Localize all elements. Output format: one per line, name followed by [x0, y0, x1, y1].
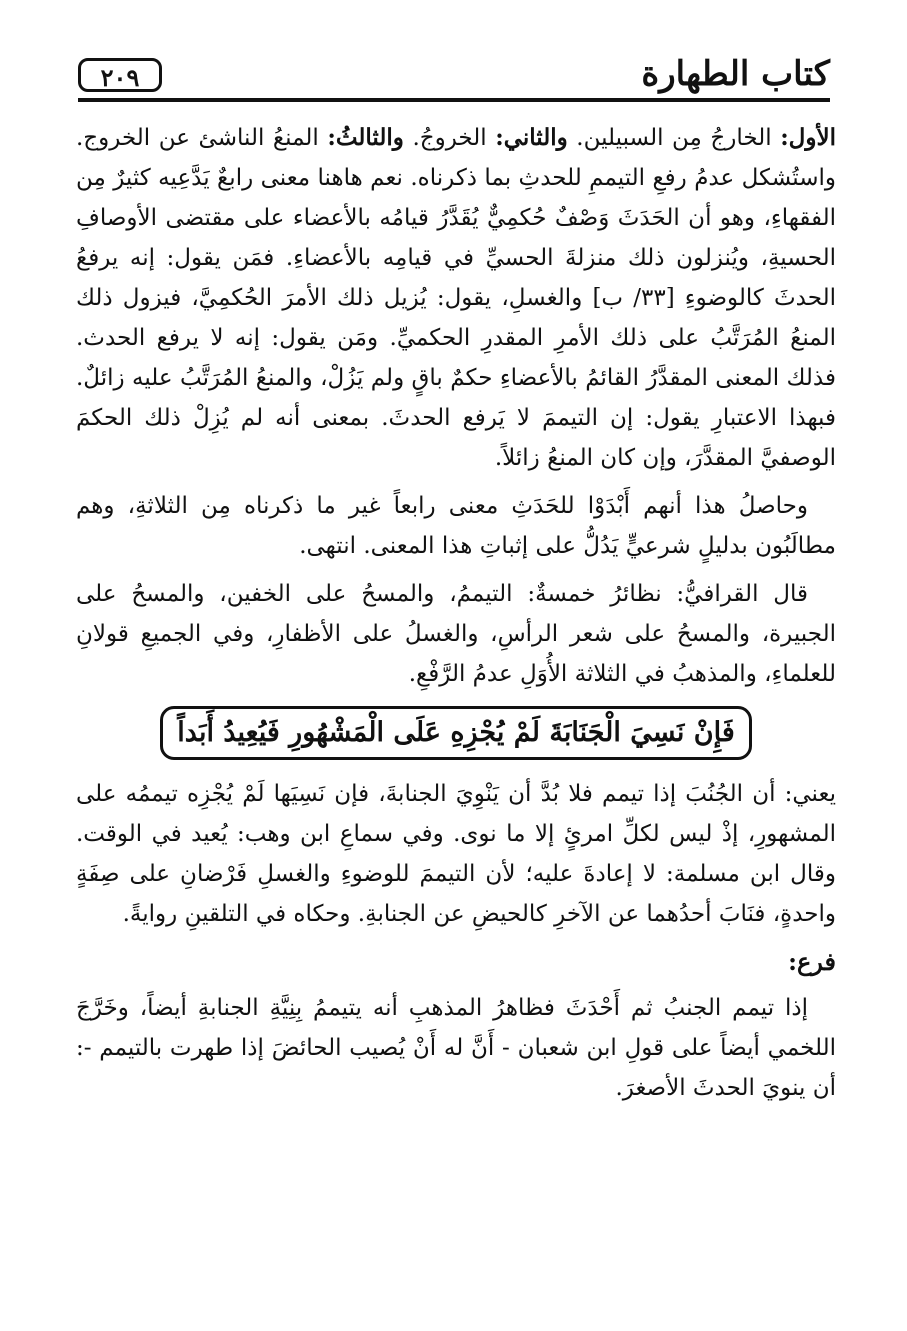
page-content	[76, 118, 836, 1116]
paragraph-branch: إذا تيمم الجنبُ ثم أَحْدَثَ فظاهرُ المذهبِ أنه يتيممُ بِنِيَّةِ الجنابةِ أيضاً، وخَرَّجَ اللخمي أيضاً على قولِ ابن شعبان - أَنَّ له أَنْ يُصيب الحائضَ إذا طهرت بالتيمم -: أن ينويَ الحدثَ الأصغرَ.	[76, 995, 836, 1101]
subheading-branch: فرع:	[788, 947, 836, 976]
page-header	[78, 50, 830, 108]
paragraph-commentary: يعني: أن الجُنُبَ إذا تيمم فلا بُدَّ أن يَنْوِيَ الجنابةَ، فإن نَسِيَها لَمْ يُجْزِه تيممُه على المشهورِ، إذْ ليس لكلِّ امرئٍ إلا ما نوى. وفي سماعِ ابن وهب: يُعيد في الوقت. وقال ابن مسلمة: لا إعادةَ عليه؛ لأن التيممَ للوضوءِ والغسلِ فَرْضانِ على صِفَةٍ واحدةٍ، فنَابَ أحدُهما عن الآخرِ كالحيضِ عن الجنابةِ. وحكاه في التلقينِ روايةً.	[76, 781, 836, 927]
text-third: المنعُ الناشئ عن الخروج. واستُشكل عدمُ رفعِ التيممِ للحدثِ بما ذكرناه. نعم هاهنا معنى رابعٌ يَدَّعِيه كثيرٌ مِن الفقهاءِ، وهو أن الحَدَثَ وَصْفٌ حُكمِيٌّ يُقَدَّرُ قيامُه بالأعضاء على مقتضى الأوصافِ الحسيةِ، ويُنزلون ذلك منزلةَ الحسيِّ في قيامِه بالأعضاءِ. فمَن يقول: إنه يرفعُ الحدثَ كالوضوءِ [٣٣/ ب] والغسلِ، يقول: يُزيل ذلك الأمرَ الحُكمِيَّ، فيزول ذلك المنعُ المُرَتَّبُ على ذلك الأمرِ المقدرِ الحكميِّ. ومَن يقول: إنه لا يرفع الحدث. فذلك المعنى المقدَّرُ القائمُ بالأعضاءِ حكمٌ باقٍ ولم يَزُلْ، والمنعُ المُرَتَّبُ عليه زائلٌ. فبهذا الاعتبارِ يقول: إن التيممَ لا يَرفع الحدثَ. بمعنى أنه لم يُزِلْ ذلك الحكمَ الوصفيَّ المقدَّرَ، وإن كان المنعُ زائلاً.	[76, 125, 836, 471]
book-title: كتاب الطهارة	[641, 54, 830, 94]
term-first: الأول:	[780, 124, 837, 151]
term-third: والثالثُ:	[327, 124, 404, 151]
term-second: والثاني:	[495, 124, 568, 151]
page-number: ٢٠٩	[78, 58, 162, 92]
framed-heading-wrap	[76, 706, 836, 760]
header-rule	[78, 98, 830, 102]
text-first: الخارجُ مِن السبيلين.	[567, 125, 781, 151]
paragraph-summary: وحاصلُ هذا أنهم أَبْدَوْا للحَدَثِ معنى رابعاً غير ما ذكرناه مِن الثلاثةِ، وهم مطالَبُون بدليلٍ شرعيٍّ يَدُلُّ على إثباتِ هذا المعنى. انتهى.	[76, 493, 836, 559]
paragraph-qarafi: قال القرافيُّ: نظائرُ خمسةٌ: التيممُ، والمسحُ على الخفين، والمسحُ على الجبيرة، والمسحُ على شعر الرأسِ، والغسلُ على الأظفارِ، وفي الجميعِ قولانِ للعلماءِ، والمذهبُ في الثلاثة الأُوَلِ عدمُ الرَّفْعِ.	[76, 581, 836, 687]
text-second: الخروجُ.	[403, 125, 496, 151]
framed-heading: فَإِنْ نَسِيَ الْجَنَابَةَ لَمْ يُجْزِهِ عَلَى الْمَشْهُورِ فَيُعِيدُ أَبَداً	[160, 706, 751, 760]
paragraph-definitions	[76, 118, 836, 478]
